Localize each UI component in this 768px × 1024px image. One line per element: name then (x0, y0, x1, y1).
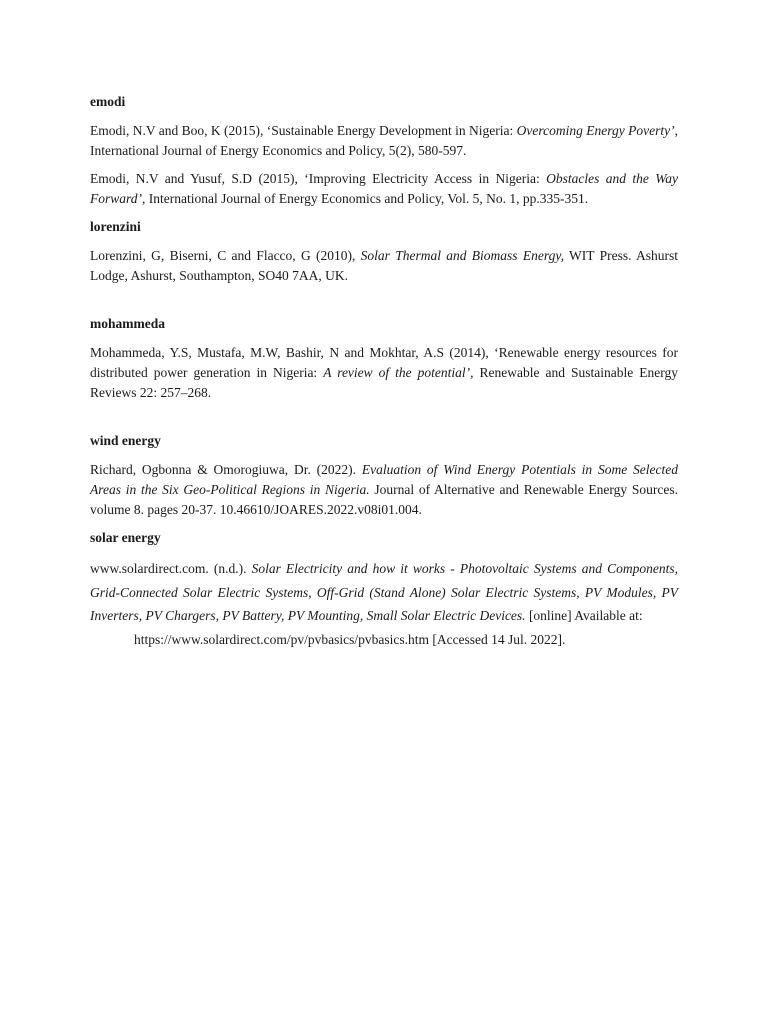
reference-title: A review of the potential’, (323, 365, 474, 380)
reference-text: Emodi, N.V and Boo, K (2015), ‘Sustainable Energy Development in Nigeria: (90, 123, 517, 138)
section-heading-emodi: emodi (90, 94, 126, 109)
reference-entry (90, 121, 678, 161)
reference-title: Evaluation of Wind Energy Potentials in Some Selected Areas in the Six Geo-Political Regions in Nigeria. (90, 462, 678, 497)
reference-text: Emodi, N.V and Yusuf, S.D (2015), ‘Improving Electricity Access in Nigeria: (90, 171, 547, 186)
reference-source: Renewable and Sustainable Energy Reviews 22: 257–268. (90, 365, 678, 400)
reference-text: Richard, Ogbonna & Omorogiuwa, Dr. (2022). (90, 462, 362, 477)
reference-source: [online] Available at: (525, 608, 643, 623)
reference-title: Solar Electricity and how it works - Photovoltaic Systems and Components, Grid-Connected Solar Electric Systems, Off-Grid (Stand Alone) Solar Electric Systems, PV Modules, PV Inverters, PV Chargers, PV Battery, PV Mounting, Small Solar Electric Devices. (90, 561, 678, 623)
reference-entry (90, 557, 678, 651)
section-heading-mohammeda: mohammeda (90, 316, 165, 331)
reference-source: WIT Press. Ashurst Lodge, Ashurst, Southampton, SO40 7AA, UK. (90, 248, 678, 283)
reference-title: Overcoming Energy Poverty’ (516, 123, 675, 138)
reference-source: , International Journal of Energy Economics and Policy, Vol. 5, No. 1, pp.335-351. (142, 191, 589, 206)
reference-title: Solar Thermal and Biomass Energy, (360, 248, 564, 263)
reference-text: Lorenzini, G, Biserni, C and Flacco, G (2010), (90, 248, 361, 263)
reference-text: www.solardirect.com. (n.d.). (90, 561, 252, 576)
reference-entry (90, 460, 678, 520)
section-heading-wind-energy: wind energy (90, 433, 161, 448)
section-heading-lorenzini: lorenzini (90, 219, 141, 234)
section-heading-solar-energy: solar energy (90, 530, 161, 545)
reference-source: Journal of Alternative and Renewable Energy Sources. volume 8. pages 20-37. 10.46610/JOARES.2022.v08i01.004. (90, 482, 678, 517)
reference-title: Obstacles and the Way Forward’ (90, 171, 678, 206)
section-spacer (90, 294, 678, 314)
reference-url-line: https://www.solardirect.com/pv/pvbasics/pvbasics.htm [Accessed 14 Jul. 2022]. (134, 631, 566, 647)
reference-entry (90, 343, 678, 403)
reference-entry (90, 169, 678, 209)
reference-source: , International Journal of Energy Economics and Policy, 5(2), 580-597. (90, 123, 678, 158)
reference-text: Mohammeda, Y.S, Mustafa, M.W, Bashir, N and Mokhtar, A.S (2014), ‘Renewable energy resources for distributed power generation in Nigeria: (90, 345, 678, 380)
reference-entry (90, 246, 678, 286)
section-spacer (90, 411, 678, 431)
